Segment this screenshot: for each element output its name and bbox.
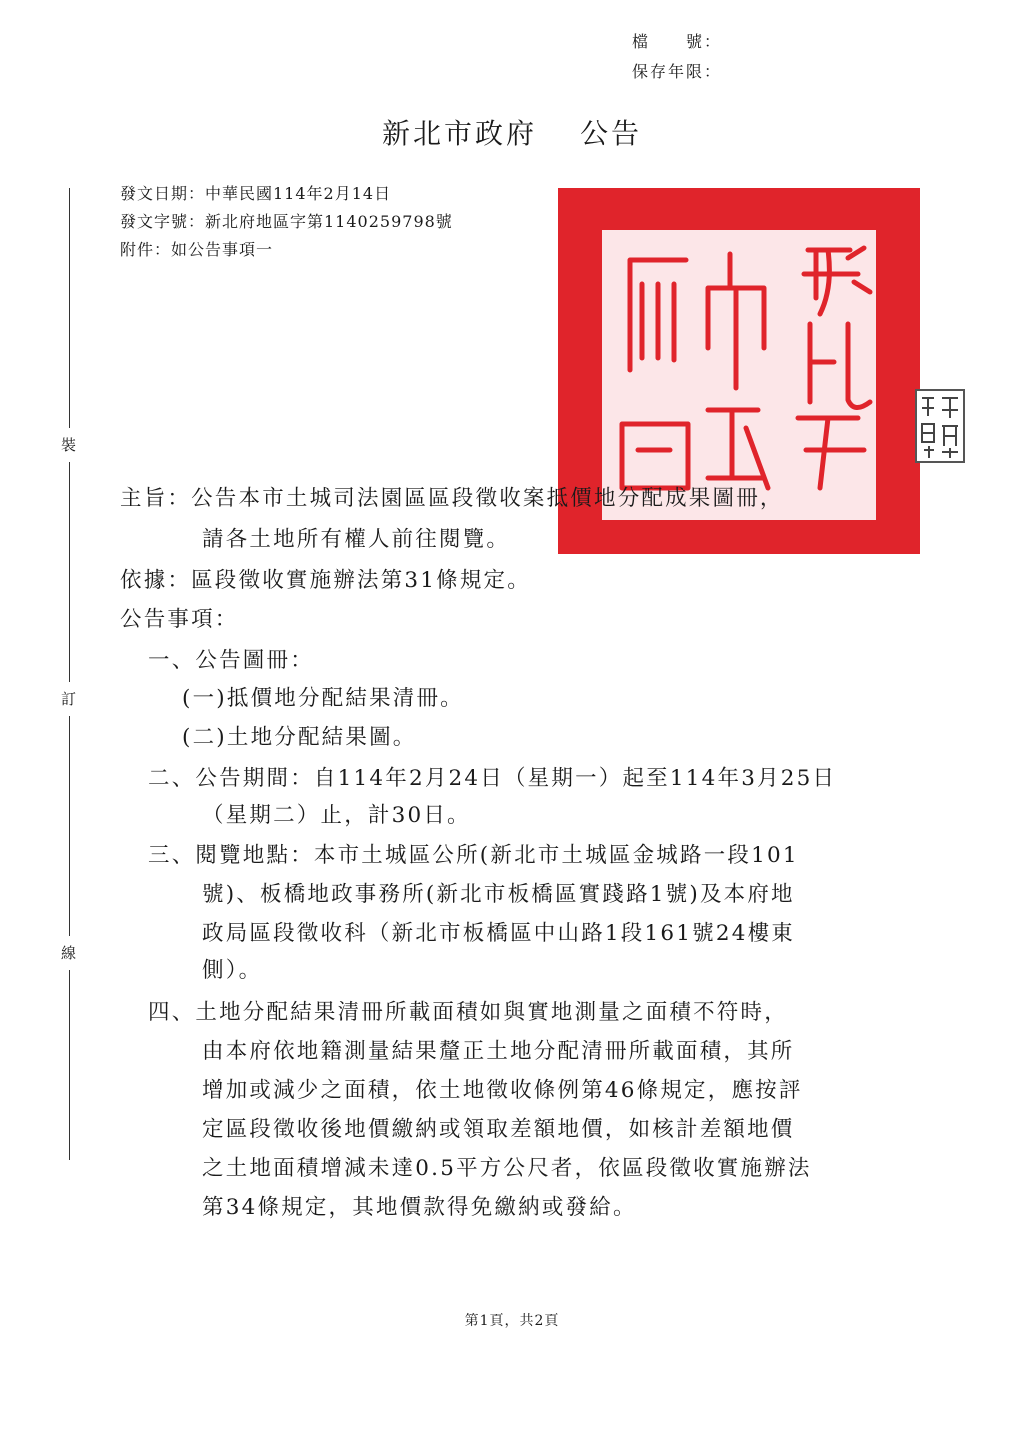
small-registration-stamp [914,388,966,464]
item-1-title: 一、公告圖冊： [148,648,314,673]
page-number: 第1頁，共2頁 [464,1313,560,1329]
issue-date: 發文日期：中華民國114年2月14日 [120,184,392,203]
item-2-line-1: 二、公告期間：自114年2月24日（星期一）起至114年3月25日 [148,766,837,791]
binding-mark-zhuang: 裝 [61,436,77,454]
item-4-line-4: 定區段徵收後地價繳納或領取差額地價，如核計差額地價 [202,1117,795,1142]
basis-line: 依據：區段徵收實施辦法第31條規定。 [120,568,531,593]
item-3-line-3: 政局區段徵收科（新北市板橋區中山路1段161號24樓東 [202,921,795,946]
item-1-sub-a: (一)抵價地分配結果清冊。 [182,686,464,711]
document-title: 新北市政府 公告 [382,117,642,150]
retention-period-label: 保存年限： [632,62,723,81]
binding-mark-xian: 線 [61,944,77,962]
binding-mark-ding: 訂 [61,690,77,708]
subject-line-2: 請各土地所有權人前往閱覽。 [202,527,511,552]
item-1-sub-b: (二)土地分配結果圖。 [182,725,417,750]
item-4-line-2: 由本府依地籍測量結果釐正土地分配清冊所載面積，其所 [202,1039,795,1064]
item-4-line-3: 增加或減少之面積，依土地徵收條例第46條規定，應按評 [202,1078,803,1103]
item-3-line-2: 號)、板橋地政事務所(新北市板橋區實踐路1號)及本府地 [202,882,795,907]
attachment-note: 附件：如公告事項一 [120,240,274,259]
item-3-line-1: 三、閱覽地點：本市土城區公所(新北市土城區金城路一段101 [148,843,799,868]
binding-line-bottom [69,970,70,1160]
subject-line-1: 主旨：公告本市土城司法園區區段徵收案抵價地分配成果圖冊， [120,486,784,511]
binding-line-mid-2 [69,716,70,936]
issue-reference-number: 發文字號：新北府地區字第1140259798號 [120,212,453,231]
binding-line-mid-1 [69,462,70,682]
binding-line-top [69,188,70,428]
item-2-line-2: （星期二）止，計30日。 [202,803,471,828]
announcement-items-heading: 公告事項： [120,607,239,632]
file-number-label: 檔 號： [632,32,723,51]
item-3-line-4: 側）。 [202,958,263,983]
item-4-line-1: 四、土地分配結果清冊所載面積如與實地測量之面積不符時， [148,1000,788,1025]
item-4-line-5: 之土地面積增減未達0.5平方公尺者，依區段徵收實施辦法 [202,1156,812,1181]
item-4-line-6: 第34條規定，其地價款得免繳納或發給。 [202,1195,637,1220]
